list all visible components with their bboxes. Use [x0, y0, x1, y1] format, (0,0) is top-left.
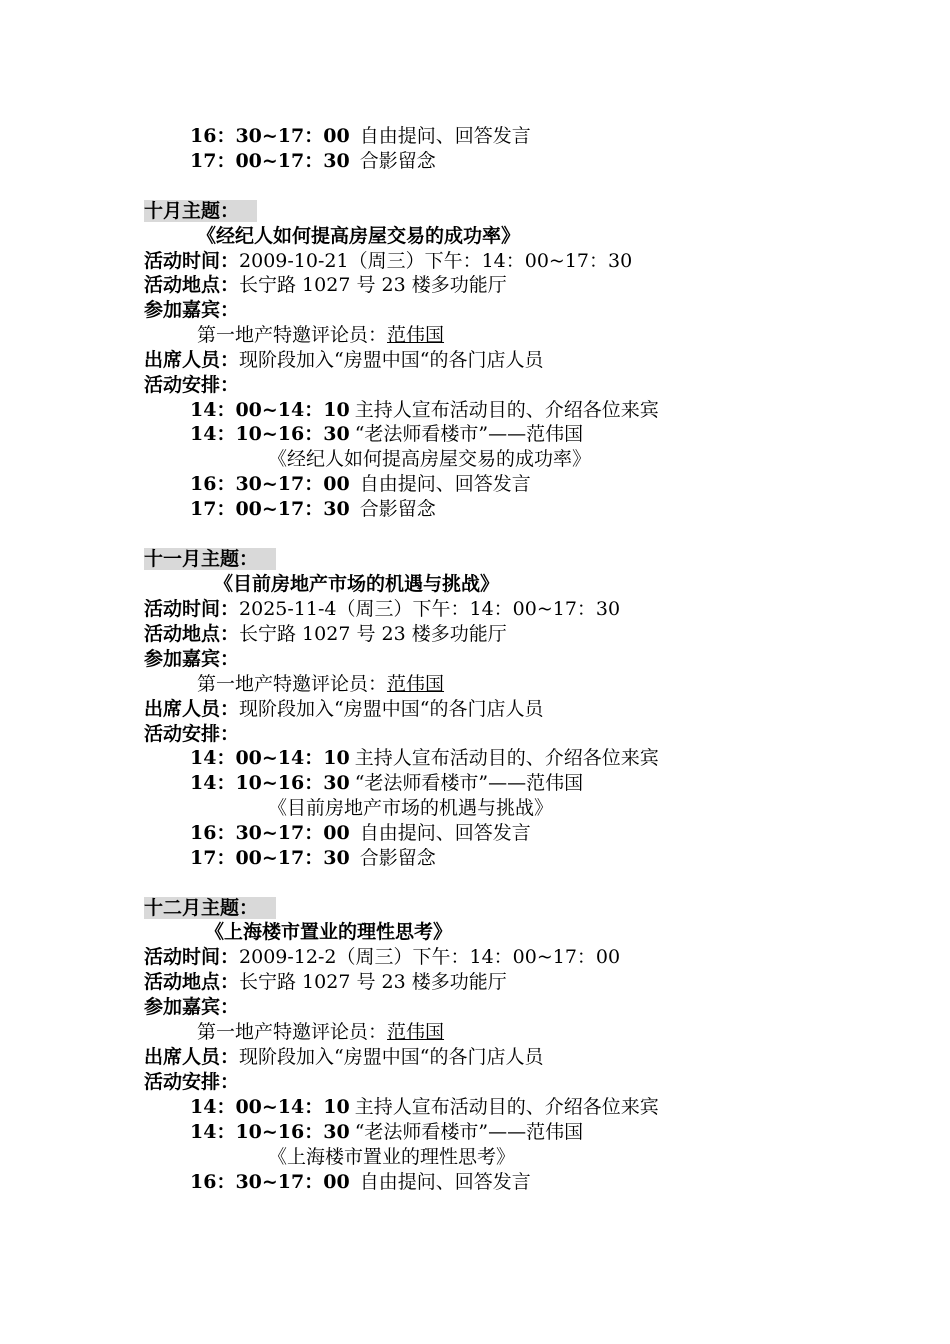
section-title: 《经纪人如何提高房屋交易的成功率》: [197, 225, 521, 247]
schedule-time: 16：30~17：00: [190, 822, 350, 844]
schedule-item: [190, 124, 531, 148]
event-place-row: [144, 970, 507, 994]
guest-prefix: 第一地产特邀评论员：: [197, 324, 388, 346]
attendees-label: 出席人员：: [144, 1046, 240, 1068]
schedule-text: 主持人宣布活动目的、介绍各位来宾: [354, 1096, 659, 1118]
schedule-label: 活动安排：: [144, 723, 240, 745]
section-title: 《上海楼市置业的理性思考》: [205, 921, 453, 943]
schedule-time: 16：30~17：00: [190, 473, 350, 495]
schedule-item: [190, 821, 531, 845]
schedule-item: [190, 1120, 583, 1144]
schedule-item: [190, 472, 531, 496]
schedule-time: 14：00~14：10: [190, 747, 350, 769]
schedule-text: “老法师看楼市”——范伟国: [354, 772, 584, 794]
event-time-value: 2009-12-2（周三）下午：14：00~17：00: [239, 946, 621, 968]
event-time-label: 活动时间：: [144, 946, 240, 968]
schedule-text: 自由提问、回答发言: [359, 473, 531, 495]
schedule-item: [190, 846, 436, 870]
event-place-label: 活动地点：: [144, 971, 240, 993]
event-time-label: 活动时间：: [144, 250, 240, 272]
attendees-row: [144, 1045, 543, 1069]
schedule-item: [190, 746, 659, 770]
schedule-item: [190, 398, 659, 422]
schedule-text: 自由提问、回答发言: [359, 822, 531, 844]
event-time-value: 2009-10-21（周三）下午：14：00~17：30: [239, 250, 633, 272]
schedule-item: [190, 497, 436, 521]
schedule-time: 14：10~16：30: [190, 772, 350, 794]
attendees-row: [144, 697, 543, 721]
event-time-row: [144, 249, 632, 273]
schedule-time: 17：00~17：30: [190, 150, 350, 172]
schedule-time: 14：10~16：30: [190, 423, 350, 445]
schedule-time: 17：00~17：30: [190, 498, 350, 520]
attendees-label: 出席人员：: [144, 698, 240, 720]
schedule-subtitle: 《目前房地产市场的机遇与挑战》: [268, 797, 554, 819]
schedule-text: “老法师看楼市”——范伟国: [354, 1121, 584, 1143]
schedule-item: [190, 149, 436, 173]
schedule-text: 自由提问、回答发言: [359, 125, 531, 147]
section-header-november: 十一月主题：: [144, 547, 276, 571]
event-time-value: 2025-11-4（周三）下午：14：00~17：30: [239, 598, 621, 620]
attendees-value: 现阶段加入“房盟中国“的各门店人员: [239, 1046, 544, 1068]
guest-label: 参加嘉宾：: [144, 996, 240, 1018]
schedule-label: 活动安排：: [144, 1071, 240, 1093]
guest-row: [197, 323, 444, 347]
schedule-text: 合影留念: [359, 498, 436, 520]
guest-prefix: 第一地产特邀评论员：: [197, 673, 388, 695]
guest-row: [197, 1020, 444, 1044]
schedule-time: 14：00~14：10: [190, 399, 350, 421]
event-place-row: [144, 622, 507, 646]
schedule-text: 自由提问、回答发言: [359, 1171, 531, 1193]
schedule-text: “老法师看楼市”——范伟国: [354, 423, 584, 445]
event-place-label: 活动地点：: [144, 623, 240, 645]
schedule-text: 主持人宣布活动目的、介绍各位来宾: [354, 399, 659, 421]
event-time-row: [144, 597, 620, 621]
guest-name-link[interactable]: 范伟国: [387, 1021, 445, 1043]
schedule-time: 17：00~17：30: [190, 847, 350, 869]
schedule-time: 14：10~16：30: [190, 1121, 350, 1143]
guest-name-link[interactable]: 范伟国: [387, 673, 445, 695]
schedule-item: [190, 1095, 659, 1119]
schedule-item: [190, 1170, 531, 1194]
event-time-label: 活动时间：: [144, 598, 240, 620]
event-place-row: [144, 273, 507, 297]
guest-label: 参加嘉宾：: [144, 648, 240, 670]
attendees-row: [144, 348, 543, 372]
schedule-text: 合影留念: [359, 150, 436, 172]
event-place-value: 长宁路 1027 号 23 楼多功能厅: [239, 971, 507, 993]
schedule-time: 14：00~14：10: [190, 1096, 350, 1118]
section-header-october: 十月主题：: [144, 199, 257, 223]
schedule-label: 活动安排：: [144, 374, 240, 396]
attendees-label: 出席人员：: [144, 349, 240, 371]
schedule-text: 合影留念: [359, 847, 436, 869]
schedule-time: 16：30~17：00: [190, 125, 350, 147]
schedule-subtitle: 《经纪人如何提高房屋交易的成功率》: [268, 448, 592, 470]
guest-label: 参加嘉宾：: [144, 299, 240, 321]
section-header-december: 十二月主题：: [144, 896, 276, 920]
schedule-time: 16：30~17：00: [190, 1171, 350, 1193]
schedule-item: [190, 771, 583, 795]
event-time-row: [144, 945, 620, 969]
guest-row: [197, 672, 444, 696]
schedule-text: 主持人宣布活动目的、介绍各位来宾: [354, 747, 659, 769]
guest-name-link[interactable]: 范伟国: [387, 324, 445, 346]
schedule-item: [190, 422, 583, 446]
schedule-subtitle: 《上海楼市置业的理性思考》: [268, 1146, 516, 1168]
event-place-value: 长宁路 1027 号 23 楼多功能厅: [239, 623, 507, 645]
section-title: 《目前房地产市场的机遇与挑战》: [214, 573, 500, 595]
guest-prefix: 第一地产特邀评论员：: [197, 1021, 388, 1043]
attendees-value: 现阶段加入“房盟中国“的各门店人员: [239, 698, 544, 720]
event-place-value: 长宁路 1027 号 23 楼多功能厅: [239, 274, 507, 296]
attendees-value: 现阶段加入“房盟中国“的各门店人员: [239, 349, 544, 371]
event-place-label: 活动地点：: [144, 274, 240, 296]
